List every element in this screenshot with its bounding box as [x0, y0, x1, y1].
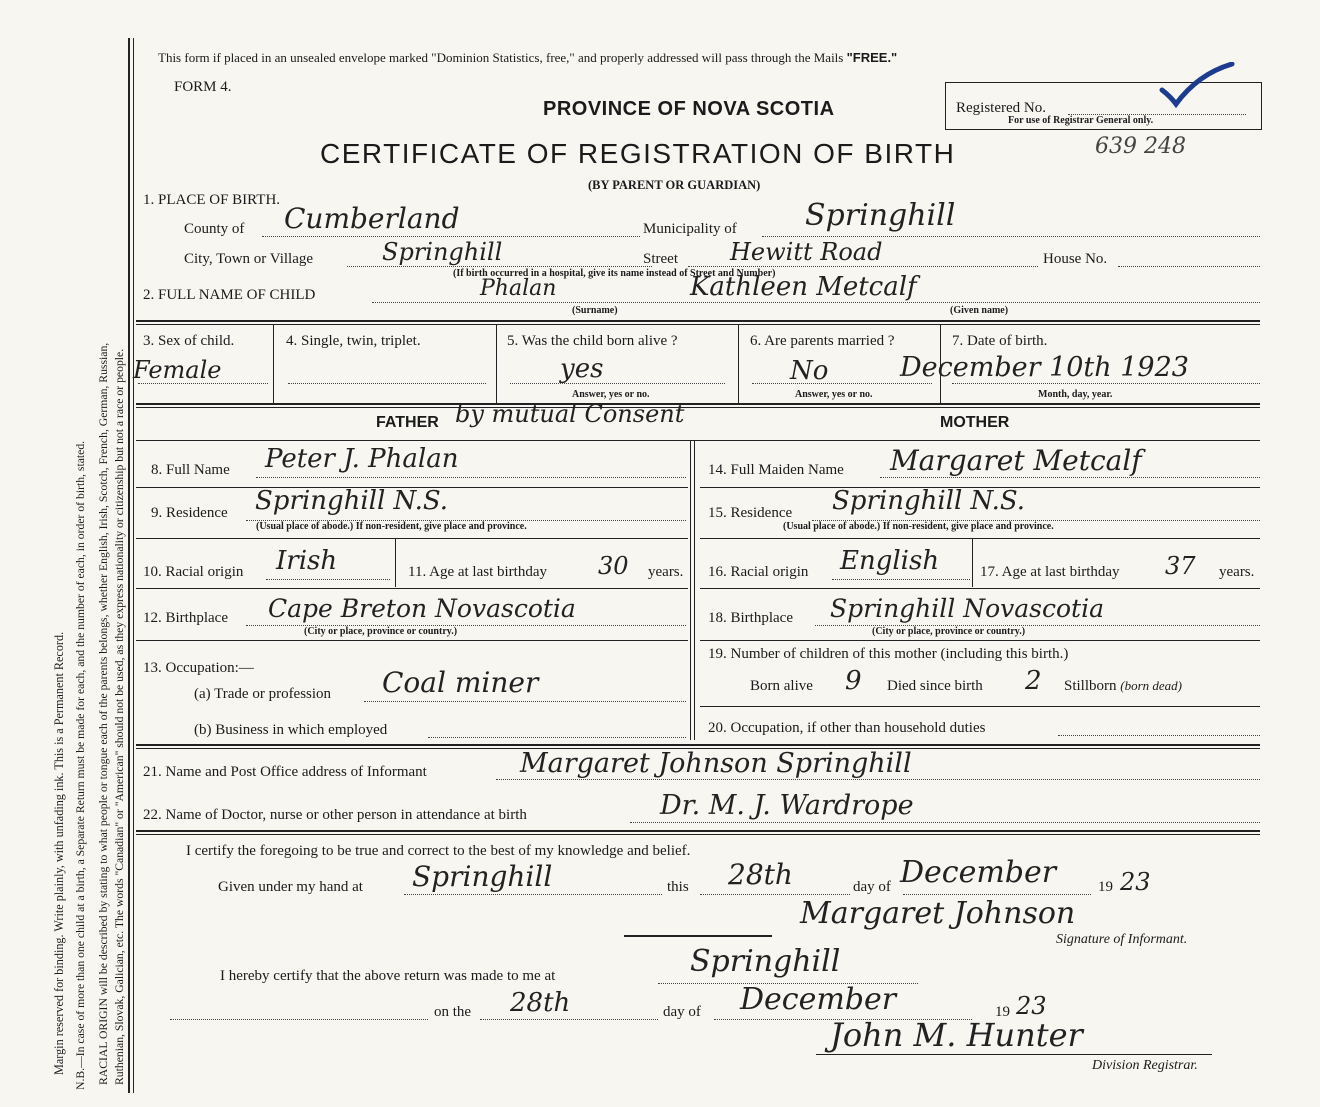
certify-statement: I certify the foregoing to be true and correct to the best of my knowledge and belief. [186, 843, 691, 859]
mother-name-value: Margaret Metcalf [890, 444, 1142, 477]
form-number: FORM 4. [174, 79, 232, 95]
registration-day-of-label: day of [663, 1004, 701, 1020]
mother-occupation-label: 20. Occupation, if other than household duties [708, 720, 986, 736]
mother-heading: MOTHER [940, 414, 1010, 431]
plurality-label: 4. Single, twin, triplet. [286, 333, 421, 349]
registrar-signature-caption: Division Registrar. [1092, 1058, 1198, 1073]
on-the-label: on the [434, 1004, 472, 1020]
registrar-signature: John M. Hunter [830, 1016, 1083, 1054]
registration-day-value: 28th [510, 988, 571, 1018]
father-age-value: 30 [598, 552, 629, 580]
city-label: City, Town or Village [184, 251, 314, 267]
doctor-label: 22. Name of Doctor, nurse or other person in attendance at birth [143, 807, 527, 823]
mother-racial-label: 16. Racial origin [708, 564, 809, 580]
father-name-label: 8. Full Name [151, 462, 230, 478]
given-month-value: December [900, 855, 1057, 890]
mother-birthplace-caption: (City or place, province or country.) [872, 626, 1026, 637]
father-birthplace-label: 12. Birthplace [143, 610, 228, 626]
alive-value: yes [560, 354, 604, 384]
registrar-statement: I hereby certify that the above return was made to me at [220, 968, 556, 984]
municipality-value: Springhill [805, 198, 956, 233]
father-age-label: 11. Age at last birthday [408, 564, 547, 580]
margin-note-1: Margin reserved for binding. Write plainly, with unfading ink. This is a Permanent Record. [52, 631, 66, 1075]
mail-notice-text: This form if placed in an unsealed envelope marked "Dominion Statistics, free," and properly addressed will pass through the Mails [158, 50, 844, 65]
given-year-prefix: 19 [1098, 879, 1113, 895]
sex-label: 3. Sex of child. [143, 333, 235, 349]
county-value: Cumberland [284, 202, 460, 235]
dob-label: 7. Date of birth. [952, 333, 1048, 349]
father-residence-value: Springhill N.S. [255, 486, 449, 516]
street-label: Street [643, 251, 678, 267]
registration-year-value: 23 [1016, 992, 1047, 1020]
margin-note-3: RACIAL ORIGIN will be described by stating to what people or tongue each of the parents belongs, whether English, Irish, Scotch, French, German, Russian, [97, 342, 110, 1085]
child-given-value: Kathleen Metcalf [690, 272, 917, 302]
father-annotation: by mutual Consent [455, 400, 685, 428]
dob-caption: Month, day, year. [1038, 389, 1113, 400]
married-caption: Answer, yes or no. [795, 389, 873, 400]
street-value: Hewitt Road [730, 238, 883, 266]
married-label: 6. Are parents married ? [750, 333, 895, 349]
father-racial-label: 10. Racial origin [143, 564, 244, 580]
stillborn-text: Stillborn [1064, 678, 1117, 694]
doctor-value: Dr. M. J. Wardrope [660, 790, 914, 821]
stillborn-caption: (born dead) [1120, 678, 1183, 693]
father-trade-label: (a) Trade or profession [194, 686, 332, 702]
child-surname-value: Phalan [480, 276, 557, 301]
place-of-birth-heading: 1. PLACE OF BIRTH. [143, 192, 281, 208]
father-heading: FATHER [376, 414, 439, 431]
this-label: this [667, 879, 689, 895]
informant-label: 21. Name and Post Office address of Informant [143, 764, 427, 780]
given-name-caption: (Given name) [950, 305, 1009, 316]
mother-birthplace-value: Springhill Novascotia [830, 594, 1104, 623]
registered-label: Registered No. [956, 100, 1046, 116]
surname-caption: (Surname) [572, 305, 618, 316]
mother-age-unit: years. [1219, 564, 1255, 580]
registration-number: 639 248 [1095, 134, 1186, 159]
given-place-value: Springhill [412, 860, 553, 893]
married-value: No [790, 356, 829, 386]
sex-value: Female [133, 356, 222, 384]
dob-value: December 10th 1923 [900, 352, 1189, 383]
died-since-birth-label: Died since birth [887, 678, 983, 694]
checkmark-icon [1158, 62, 1238, 112]
child-name-label: 2. FULL NAME OF CHILD [143, 287, 316, 303]
county-label: County of [184, 221, 245, 237]
died-since-birth-value: 2 [1025, 666, 1042, 696]
father-age-unit: years. [648, 564, 684, 580]
mail-notice [158, 50, 897, 66]
given-under-hand-label: Given under my hand at [218, 879, 363, 895]
father-business-label: (b) Business in which employed [194, 722, 388, 738]
father-birthplace-value: Cape Breton Novascotia [268, 594, 576, 623]
certificate-title: CERTIFICATE OF REGISTRATION OF BIRTH [320, 138, 956, 169]
binding-margin [0, 0, 136, 1107]
mother-residence-caption: (Usual place of abode.) If non-resident, give place and province. [783, 521, 1054, 532]
mother-age-value: 37 [1165, 552, 1196, 580]
given-year-value: 23 [1120, 868, 1151, 896]
certificate-subtitle: (BY PARENT OR GUARDIAN) [588, 178, 761, 192]
mother-racial-value: English [840, 546, 940, 576]
mail-free: "FREE." [846, 50, 898, 65]
father-name-value: Peter J. Phalan [265, 444, 459, 474]
informant-signature-caption: Signature of Informant. [1056, 932, 1188, 947]
registrar-note: For use of Registrar General only. [1008, 115, 1154, 126]
house-no-label: House No. [1043, 251, 1108, 267]
born-alive-label: Born alive [750, 678, 813, 694]
father-racial-value: Irish [276, 546, 338, 576]
mother-name-label: 14. Full Maiden Name [708, 462, 844, 478]
city-value: Springhill [382, 238, 503, 266]
father-residence-caption: (Usual place of abode.) If non-resident, give place and province. [256, 521, 527, 532]
father-occupation-label: 13. Occupation:— [143, 660, 254, 676]
registration-year-prefix: 19 [995, 1004, 1010, 1020]
mother-residence-value: Springhill N.S. [832, 486, 1026, 516]
registrar-place-value: Springhill [690, 944, 841, 979]
mother-birthplace-label: 18. Birthplace [708, 610, 793, 626]
father-birthplace-caption: (City or place, province or country.) [304, 626, 458, 637]
mother-residence-label: 15. Residence [708, 505, 793, 521]
hospital-note: (If birth occurred in a hospital, give its name instead of Street and Number) [453, 268, 776, 279]
given-day-value: 28th [728, 858, 793, 891]
father-residence-label: 9. Residence [151, 505, 228, 521]
informant-signature: Margaret Johnson [800, 896, 1076, 931]
given-day-of-label: day of [853, 879, 891, 895]
father-trade-value: Coal miner [382, 666, 539, 699]
born-alive-value: 9 [845, 666, 862, 696]
alive-label: 5. Was the child born alive ? [507, 333, 678, 349]
province-heading: PROVINCE OF NOVA SCOTIA [543, 98, 835, 120]
margin-note-4: Ruthenian, Slovak, Galician, etc. The words "Canadian" or "American" should not be used, as they express nationality or citizenship but not a race or people. [113, 348, 126, 1085]
alive-caption: Answer, yes or no. [572, 389, 650, 400]
mother-children-label: 19. Number of children of this mother (including this birth.) [708, 646, 1069, 662]
registration-month-value: December [740, 982, 897, 1017]
stillborn-label [1064, 678, 1182, 695]
municipality-label: Municipality of [643, 221, 737, 237]
mother-age-label: 17. Age at last birthday [980, 564, 1120, 580]
margin-note-2: N.B.—In case of more than one child at a birth, a Separate Return must be made for each, and the number of each, in order of birth, stated. [74, 440, 87, 1090]
informant-value: Margaret Johnson Springhill [520, 748, 912, 779]
